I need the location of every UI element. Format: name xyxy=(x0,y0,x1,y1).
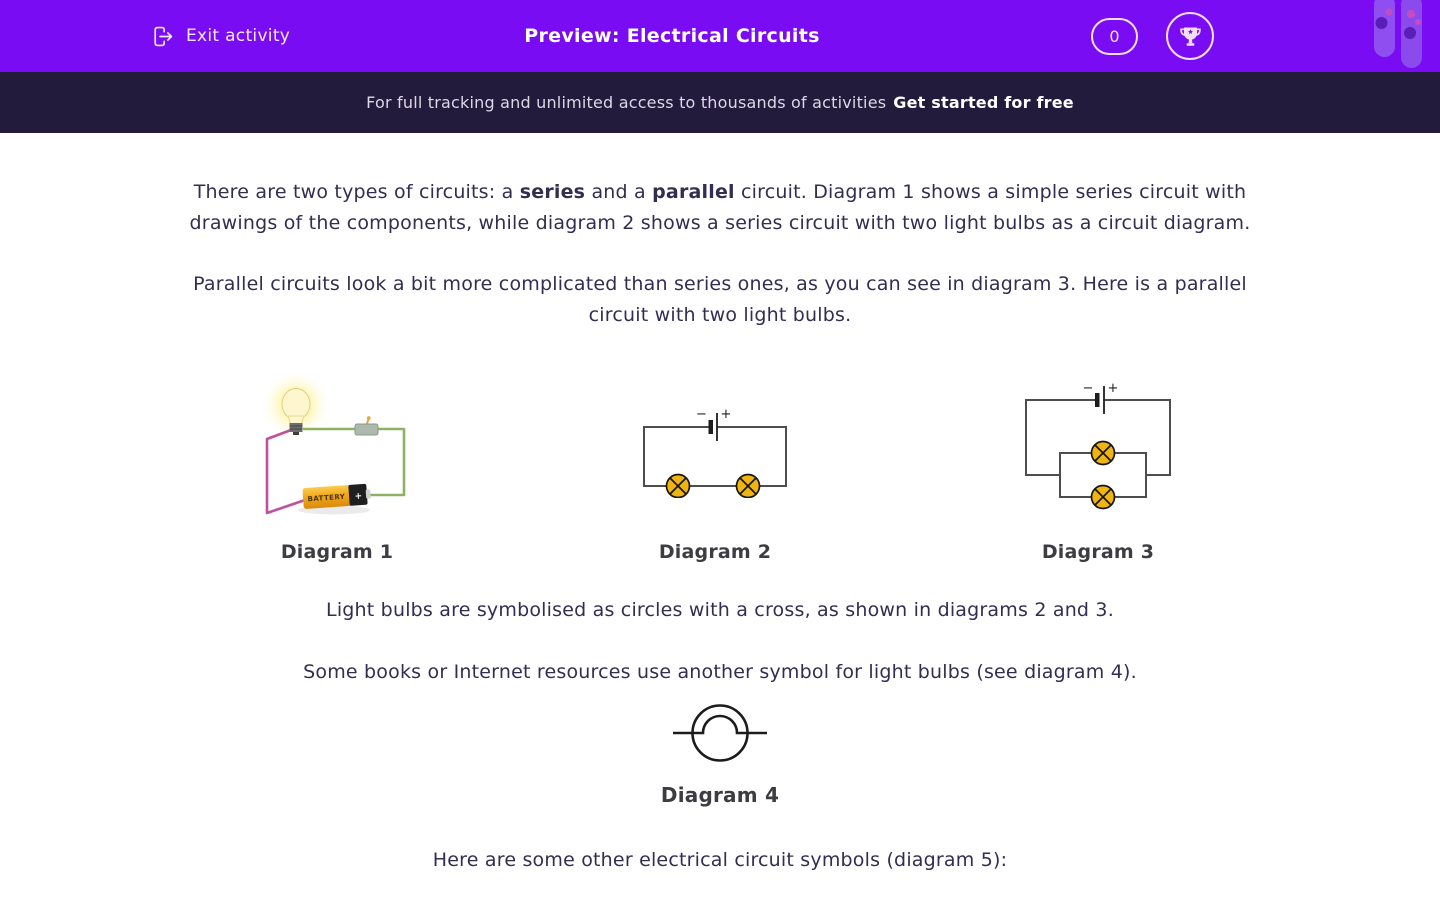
promo-text: For full tracking and unlimited access to thousands of activities xyxy=(366,93,887,112)
trophy-button[interactable] xyxy=(1166,12,1214,60)
series-bold: series xyxy=(519,181,586,203)
diagram-1-series-pictorial xyxy=(262,374,412,519)
battery-plus-sign: + xyxy=(1107,383,1119,396)
diagrams-row xyxy=(0,364,1440,563)
page-title: Preview: Electrical Circuits xyxy=(524,25,820,47)
battery-plus-sign: + xyxy=(354,491,363,503)
battery-plus-sign: + xyxy=(720,406,732,422)
promo-banner xyxy=(0,72,1440,133)
diagram-3-caption: Diagram 3 xyxy=(1041,541,1155,563)
diagram-1-caption: Diagram 1 xyxy=(280,541,394,563)
parallel-paragraph: Parallel circuits look a bit more complicated than series ones, as you can see in diagram 3. Here is a parallel circuit with two light bulbs. xyxy=(193,273,1247,326)
battery-drawing xyxy=(302,483,371,509)
bulb-symbol-paragraph: Light bulbs are symbolised as circles with a cross, as shown in diagrams 2 and 3. xyxy=(326,599,1114,621)
battery-symbol xyxy=(696,407,731,441)
diagram-4-figure xyxy=(0,697,1440,807)
circuit-wire xyxy=(644,427,786,486)
diagram-3-parallel-schematic xyxy=(1018,383,1178,510)
diagram-1-figure xyxy=(262,364,412,563)
diagram-2-caption: Diagram 2 xyxy=(658,541,772,563)
diagram-4-lamp-symbol xyxy=(665,697,775,769)
diagram-4-caption: Diagram 4 xyxy=(660,783,780,807)
bulb-symbol xyxy=(667,474,690,497)
diagram-2-series-schematic xyxy=(640,396,790,498)
exit-activity-label: Exit activity xyxy=(186,26,291,46)
diagram-3-figure xyxy=(1018,364,1178,563)
bulb-symbol xyxy=(737,474,760,497)
switch-drawing xyxy=(355,416,378,435)
header-controls xyxy=(1091,12,1214,60)
parallel-bold: parallel xyxy=(652,181,735,203)
other-symbols-paragraph: Here are some other electrical circuit symbols (diagram 5): xyxy=(432,849,1008,871)
diagram-2-figure xyxy=(640,364,790,563)
battery-minus-sign: − xyxy=(696,406,707,422)
intro-paragraph: There are two types of circuits: a series and a parallel circuit. Diagram 1 shows a simple series circuit with drawings of the components, while diagram 2 shows a series circuit with two light bulbs as a circuit diagram. xyxy=(189,181,1251,234)
trophy-icon xyxy=(1177,23,1204,50)
battery-symbol xyxy=(1083,383,1119,414)
pink-wire xyxy=(267,430,308,513)
activity-content xyxy=(0,133,1440,876)
exit-icon xyxy=(150,24,175,49)
bulb-symbol xyxy=(1092,486,1115,509)
score-counter xyxy=(1091,18,1138,55)
other-symbol-paragraph: Some books or Internet resources use another symbol for light bulbs (see diagram 4). xyxy=(303,661,1137,683)
battery-label: BATTERY xyxy=(307,492,346,504)
test-tubes-decoration xyxy=(1372,0,1426,70)
app-header xyxy=(0,0,1440,72)
battery-minus-sign: − xyxy=(1082,383,1094,396)
get-started-link[interactable]: Get started for free xyxy=(893,93,1074,112)
bulb-symbol xyxy=(1092,442,1115,465)
exit-activity-button[interactable] xyxy=(150,24,290,49)
score-value: 0 xyxy=(1109,26,1120,46)
